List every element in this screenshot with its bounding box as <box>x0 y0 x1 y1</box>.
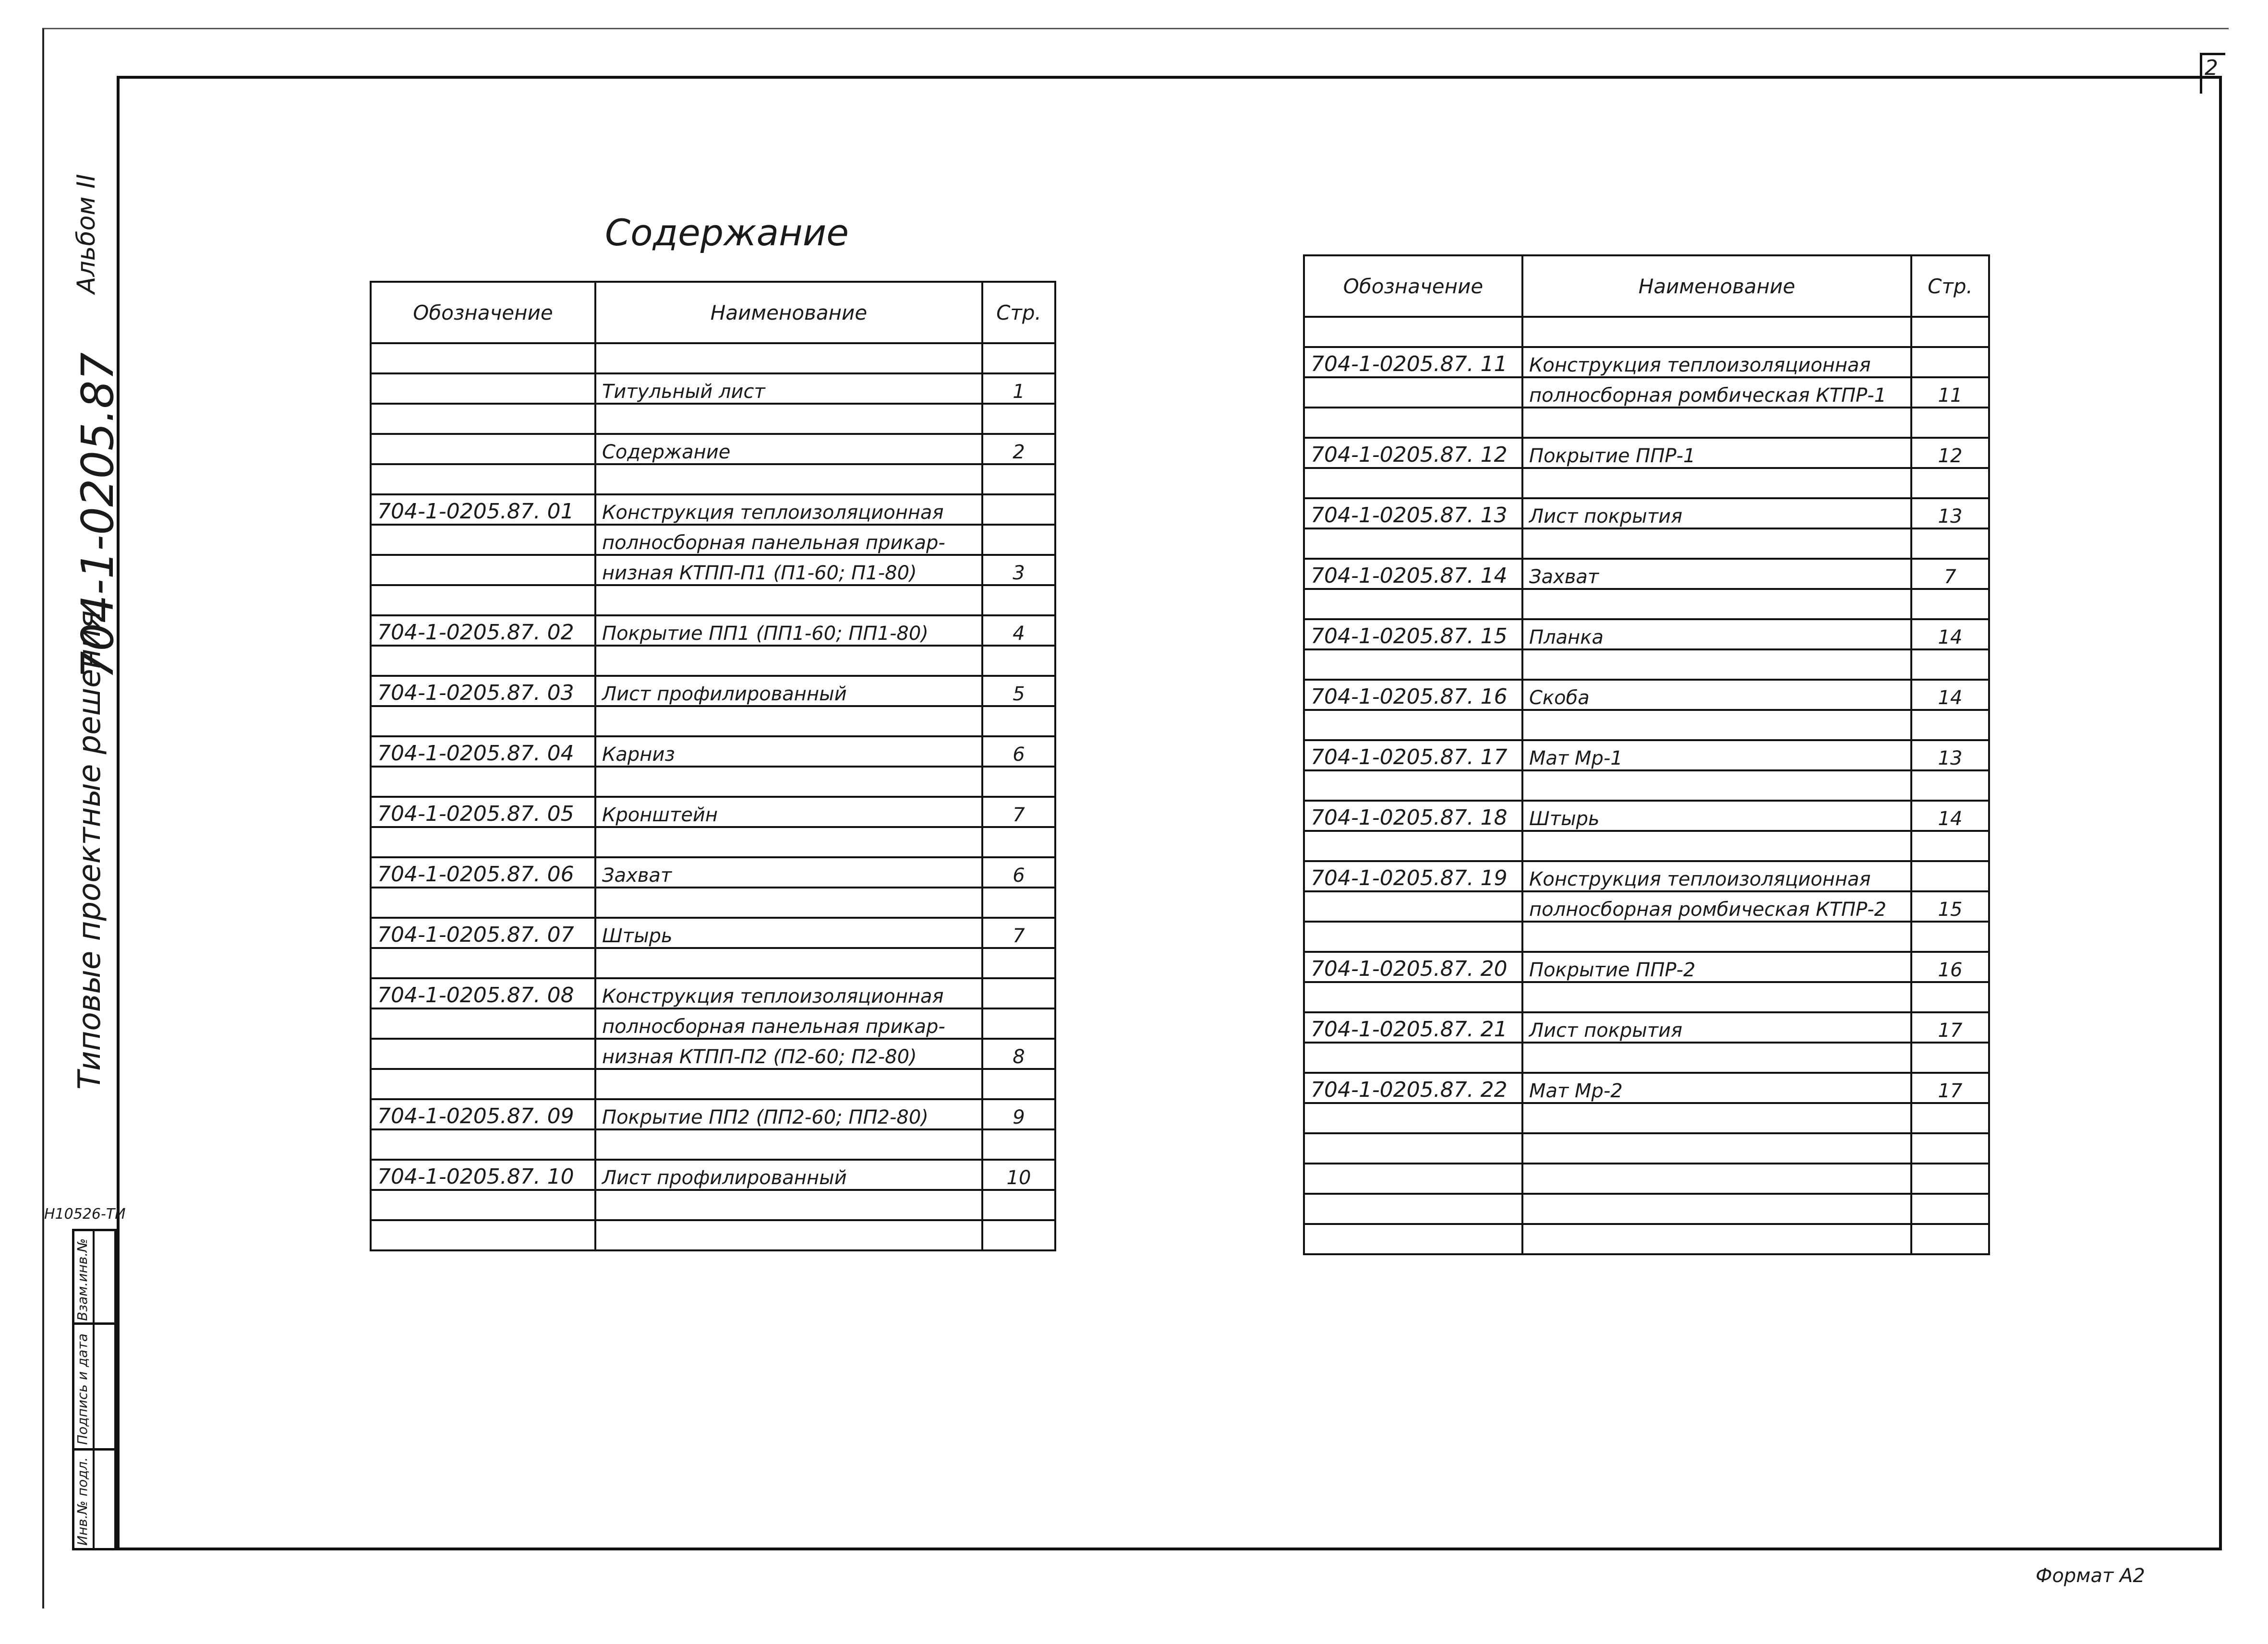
cell-designation <box>371 1129 595 1160</box>
cell-page: 6 <box>982 857 1055 888</box>
cell-page <box>982 464 1055 494</box>
cell-page <box>982 978 1055 1008</box>
cell-name <box>1522 982 1911 1012</box>
cell-designation: 704-1-0205.87. 08 <box>371 978 595 1008</box>
cell-designation <box>371 948 595 978</box>
cell-designation: 704-1-0205.87. 15 <box>1304 619 1522 649</box>
cell-designation: 704-1-0205.87. 12 <box>1304 438 1522 468</box>
cell-designation <box>1304 408 1522 438</box>
cell-page: 3 <box>982 555 1055 585</box>
cell-designation <box>371 434 595 464</box>
cell-name <box>595 404 982 434</box>
table-row <box>1304 1194 1989 1224</box>
cell-designation <box>371 1039 595 1069</box>
cell-designation: 704-1-0205.87. 02 <box>371 615 595 646</box>
table-row <box>1304 317 1989 347</box>
page-number: 2 <box>2205 56 2218 80</box>
cell-page <box>1911 649 1989 680</box>
cell-name <box>1522 1224 1911 1254</box>
cell-name: Мат Мр-2 <box>1522 1073 1911 1103</box>
cell-name <box>595 646 982 676</box>
header-name: Наименование <box>1522 255 1911 317</box>
cell-name <box>595 1220 982 1250</box>
header-page: Стр. <box>1911 255 1989 317</box>
cell-page <box>1911 1103 1989 1133</box>
cell-designation: 704-1-0205.87. 13 <box>1304 498 1522 528</box>
cell-designation <box>1304 710 1522 740</box>
cell-designation <box>1304 528 1522 559</box>
table-row <box>371 1039 1055 1069</box>
cell-name: Мат Мр-1 <box>1522 740 1911 770</box>
stamp-field-inventory: Инв.№ подл. <box>74 1457 90 1546</box>
header-designation: Обозначение <box>371 282 595 343</box>
cell-page <box>982 404 1055 434</box>
table-row <box>1304 408 1989 438</box>
cell-designation: 704-1-0205.87. 18 <box>1304 801 1522 831</box>
cell-name <box>595 706 982 736</box>
cell-designation <box>371 1220 595 1250</box>
cell-name <box>1522 649 1911 680</box>
cell-page <box>982 1129 1055 1160</box>
contents-table-right <box>1303 254 1990 1255</box>
table-row <box>371 464 1055 494</box>
cell-designation <box>371 767 595 797</box>
cell-page <box>1911 408 1989 438</box>
cell-page <box>982 1069 1055 1099</box>
table-row <box>1304 982 1989 1012</box>
cell-name: Планка <box>1522 619 1911 649</box>
table-row <box>1304 347 1989 377</box>
cell-designation <box>1304 891 1522 922</box>
cell-designation: 704-1-0205.87. 21 <box>1304 1012 1522 1043</box>
cell-name <box>595 585 982 615</box>
cell-page: 7 <box>982 797 1055 827</box>
cell-page: 14 <box>1911 801 1989 831</box>
cell-name: Содержание <box>595 434 982 464</box>
cell-designation: 704-1-0205.87. 05 <box>371 797 595 827</box>
cell-name: Покрытие ППР-2 <box>1522 952 1911 982</box>
cell-page: 9 <box>982 1099 1055 1129</box>
cell-page: 14 <box>1911 680 1989 710</box>
cell-designation: 704-1-0205.87. 06 <box>371 857 595 888</box>
stamp-divider <box>74 1322 114 1325</box>
cell-designation <box>371 1008 595 1039</box>
cell-name: Покрытие ПП1 (ПП1-60; ПП1-80) <box>595 615 982 646</box>
table-row <box>371 615 1055 646</box>
cell-designation <box>1304 982 1522 1012</box>
cell-designation <box>1304 770 1522 801</box>
cell-name <box>1522 317 1911 347</box>
cell-page <box>1911 317 1989 347</box>
cell-name <box>595 827 982 857</box>
table-row <box>1304 1224 1989 1254</box>
table-row <box>371 767 1055 797</box>
cell-designation: 704-1-0205.87. 07 <box>371 918 595 948</box>
cell-name: Захват <box>595 857 982 888</box>
cell-designation <box>1304 468 1522 498</box>
table-row <box>1304 619 1989 649</box>
cell-page: 12 <box>1911 438 1989 468</box>
stamp-field-replacement: Взам.инв.№ <box>74 1238 90 1321</box>
table-row <box>1304 710 1989 740</box>
cell-designation: 704-1-0205.87. 19 <box>1304 861 1522 891</box>
table-row <box>1304 952 1989 982</box>
cell-page: 1 <box>982 373 1055 404</box>
table-row <box>1304 468 1989 498</box>
table-row <box>1304 861 1989 891</box>
format-label: Формат А2 <box>2036 1565 2145 1587</box>
cell-designation <box>371 464 595 494</box>
cell-designation <box>371 888 595 918</box>
cell-name: Покрытие ПП2 (ПП2-60; ПП2-80) <box>595 1099 982 1129</box>
table-row <box>371 676 1055 706</box>
cell-name: Покрытие ППР-1 <box>1522 438 1911 468</box>
table-row <box>371 404 1055 434</box>
cell-designation <box>1304 1103 1522 1133</box>
cell-name <box>1522 528 1911 559</box>
table-row <box>371 978 1055 1008</box>
cell-page <box>1911 831 1989 861</box>
table-row <box>1304 680 1989 710</box>
cell-name <box>1522 468 1911 498</box>
cell-page: 14 <box>1911 619 1989 649</box>
table-row <box>371 918 1055 948</box>
cell-page: 7 <box>1911 559 1989 589</box>
cell-name: Штырь <box>1522 801 1911 831</box>
cell-designation <box>371 706 595 736</box>
cell-page <box>1911 861 1989 891</box>
table-row <box>371 888 1055 918</box>
contents-table-left <box>370 281 1056 1251</box>
cell-designation: 704-1-0205.87. 03 <box>371 676 595 706</box>
cell-page <box>1911 1164 1989 1194</box>
cell-page <box>982 706 1055 736</box>
cell-name <box>1522 408 1911 438</box>
cell-page <box>1911 589 1989 619</box>
cell-name <box>1522 770 1911 801</box>
table-row <box>371 857 1055 888</box>
table-row <box>371 373 1055 404</box>
cell-page <box>982 1190 1055 1220</box>
cell-name <box>1522 589 1911 619</box>
cell-page <box>1911 922 1989 952</box>
cell-name <box>1522 922 1911 952</box>
cell-page <box>982 767 1055 797</box>
table-row <box>1304 1073 1989 1103</box>
sheet-code: Н10526-ТИ <box>44 1206 126 1223</box>
cell-page: 8 <box>982 1039 1055 1069</box>
cell-designation <box>1304 1194 1522 1224</box>
cell-page <box>1911 528 1989 559</box>
cell-page: 11 <box>1911 377 1989 408</box>
cell-designation <box>1304 922 1522 952</box>
cell-page <box>982 888 1055 918</box>
cell-name: Лист покрытия <box>1522 1012 1911 1043</box>
header-name: Наименование <box>595 282 982 343</box>
table-row <box>1304 498 1989 528</box>
cell-name: полносборная ромбическая КТПР-1 <box>1522 377 1911 408</box>
cell-name <box>595 888 982 918</box>
cell-page: 7 <box>982 918 1055 948</box>
cell-name <box>1522 710 1911 740</box>
cell-name: Штырь <box>595 918 982 948</box>
cell-page: 16 <box>1911 952 1989 982</box>
cell-page <box>1911 468 1989 498</box>
cell-designation: 704-1-0205.87. 11 <box>1304 347 1522 377</box>
cell-page <box>1911 710 1989 740</box>
cell-name <box>1522 1043 1911 1073</box>
cell-page <box>982 827 1055 857</box>
cell-designation <box>371 646 595 676</box>
cell-name <box>595 767 982 797</box>
cell-designation <box>371 585 595 615</box>
cell-page <box>982 1220 1055 1250</box>
table-row <box>371 1160 1055 1190</box>
cell-page <box>982 948 1055 978</box>
cell-page <box>1911 982 1989 1012</box>
cell-page <box>982 646 1055 676</box>
table-row <box>371 827 1055 857</box>
table-header-row <box>1304 255 1989 317</box>
cell-page <box>1911 1194 1989 1224</box>
cell-page <box>982 343 1055 373</box>
table-row <box>1304 528 1989 559</box>
cell-designation: 704-1-0205.87. 14 <box>1304 559 1522 589</box>
cell-designation <box>1304 1043 1522 1073</box>
table-row <box>371 525 1055 555</box>
cell-designation <box>371 404 595 434</box>
cell-name: Конструкция теплоизоляционная <box>595 978 982 1008</box>
table-row <box>371 706 1055 736</box>
cell-page: 4 <box>982 615 1055 646</box>
table-row <box>371 736 1055 767</box>
cell-designation <box>1304 589 1522 619</box>
header-designation: Обозначение <box>1304 255 1522 317</box>
cell-page <box>982 494 1055 525</box>
table-row <box>1304 1164 1989 1194</box>
cell-name: Конструкция теплоизоляционная <box>1522 861 1911 891</box>
cell-designation <box>1304 377 1522 408</box>
table-row <box>371 797 1055 827</box>
cell-page <box>1911 1224 1989 1254</box>
cell-name <box>1522 1103 1911 1133</box>
cell-designation <box>1304 1164 1522 1194</box>
table-row <box>371 555 1055 585</box>
cell-name: полносборная панельная прикар- <box>595 525 982 555</box>
cell-page <box>1911 1043 1989 1073</box>
cell-designation <box>1304 831 1522 861</box>
table-row <box>1304 649 1989 680</box>
header-page: Стр. <box>982 282 1055 343</box>
cell-designation <box>371 525 595 555</box>
cell-designation: 704-1-0205.87. 17 <box>1304 740 1522 770</box>
table-row <box>1304 740 1989 770</box>
cell-name <box>1522 1194 1911 1224</box>
cell-designation <box>371 373 595 404</box>
cell-page: 2 <box>982 434 1055 464</box>
table-row <box>1304 1043 1989 1073</box>
cell-name: полносборная ромбическая КТПР-2 <box>1522 891 1911 922</box>
table-row <box>1304 922 1989 952</box>
table-row <box>1304 559 1989 589</box>
cell-page: 10 <box>982 1160 1055 1190</box>
cell-designation: 704-1-0205.87. 09 <box>371 1099 595 1129</box>
album-label: Альбом II <box>72 174 101 294</box>
table-row <box>371 646 1055 676</box>
table-row <box>371 1129 1055 1160</box>
table-row <box>1304 831 1989 861</box>
table-row <box>1304 891 1989 922</box>
cell-name: Лист профилированный <box>595 1160 982 1190</box>
table-row <box>371 1008 1055 1039</box>
cell-name: Лист профилированный <box>595 676 982 706</box>
table-row <box>371 1069 1055 1099</box>
table-row <box>371 948 1055 978</box>
table-row <box>371 434 1055 464</box>
cell-designation <box>371 1069 595 1099</box>
cell-page: 17 <box>1911 1073 1989 1103</box>
cell-page <box>1911 347 1989 377</box>
table-row <box>1304 770 1989 801</box>
cell-page: 5 <box>982 676 1055 706</box>
table-row <box>1304 589 1989 619</box>
cell-designation: 704-1-0205.87. 16 <box>1304 680 1522 710</box>
cell-designation <box>371 827 595 857</box>
cell-page <box>1911 1133 1989 1164</box>
cell-name <box>1522 831 1911 861</box>
series-label: Типовые проектные решения <box>72 610 108 1090</box>
cell-designation: 704-1-0205.87. 10 <box>371 1160 595 1190</box>
cell-name: Титульный лист <box>595 373 982 404</box>
stamp-divider <box>74 1448 114 1451</box>
cell-page <box>1911 770 1989 801</box>
cell-designation <box>1304 1224 1522 1254</box>
table-row <box>1304 377 1989 408</box>
cell-designation <box>1304 1133 1522 1164</box>
cell-name: Захват <box>1522 559 1911 589</box>
cell-name: Кронштейн <box>595 797 982 827</box>
cell-designation <box>371 343 595 373</box>
cell-designation: 704-1-0205.87. 04 <box>371 736 595 767</box>
cell-designation <box>371 1190 595 1220</box>
cell-page <box>982 525 1055 555</box>
cell-name <box>595 948 982 978</box>
cell-page <box>982 585 1055 615</box>
table-row <box>1304 1103 1989 1133</box>
project-code-vertical: 704-1-0205.87 <box>72 352 123 679</box>
cell-name <box>595 1190 982 1220</box>
cell-designation: 704-1-0205.87. 01 <box>371 494 595 525</box>
table-row <box>1304 1012 1989 1043</box>
cell-designation: 704-1-0205.87. 20 <box>1304 952 1522 982</box>
cell-name <box>595 1129 982 1160</box>
cell-name: низная КТПП-П2 (П2-60; П2-80) <box>595 1039 982 1069</box>
table-row <box>371 1220 1055 1250</box>
cell-designation <box>371 555 595 585</box>
cell-name: Карниз <box>595 736 982 767</box>
cell-designation <box>1304 317 1522 347</box>
cell-name: Конструкция теплоизоляционная <box>1522 347 1911 377</box>
cell-page: 13 <box>1911 740 1989 770</box>
cell-name <box>595 1069 982 1099</box>
cell-page: 6 <box>982 736 1055 767</box>
cell-name <box>595 464 982 494</box>
cell-page <box>982 1008 1055 1039</box>
cell-name: Лист покрытия <box>1522 498 1911 528</box>
cell-page: 15 <box>1911 891 1989 922</box>
cell-page: 17 <box>1911 1012 1989 1043</box>
cell-designation <box>1304 649 1522 680</box>
table-row <box>371 1190 1055 1220</box>
cell-name: Скоба <box>1522 680 1911 710</box>
cell-name <box>1522 1133 1911 1164</box>
page-title: Содержание <box>605 211 849 254</box>
table-row <box>371 494 1055 525</box>
cell-name <box>1522 1164 1911 1194</box>
table-row <box>1304 1133 1989 1164</box>
table-row <box>1304 438 1989 468</box>
cell-name: Конструкция теплоизоляционная <box>595 494 982 525</box>
cell-name: полносборная панельная прикар- <box>595 1008 982 1039</box>
cell-name: низная КТПП-П1 (П1-60; П1-80) <box>595 555 982 585</box>
table-row <box>371 585 1055 615</box>
table-row <box>371 1099 1055 1129</box>
stamp-field-signature: Подпись и дата <box>74 1333 90 1445</box>
table-row <box>1304 801 1989 831</box>
stamp-column-divider <box>93 1231 95 1548</box>
cell-name <box>595 343 982 373</box>
table-header-row <box>371 282 1055 343</box>
cell-designation: 704-1-0205.87. 22 <box>1304 1073 1522 1103</box>
cell-page: 13 <box>1911 498 1989 528</box>
table-row <box>371 343 1055 373</box>
